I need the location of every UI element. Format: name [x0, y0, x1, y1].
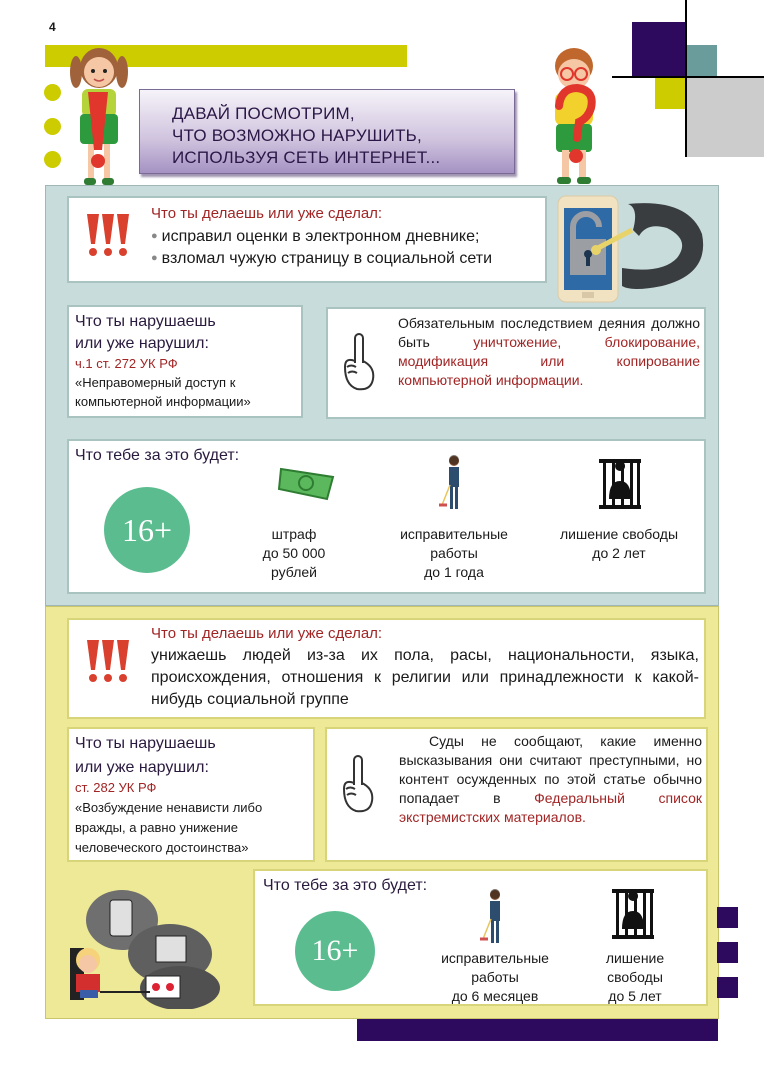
boy-question-illustration — [545, 44, 603, 188]
decorative-purple-square — [632, 22, 686, 77]
section2-doing-box — [67, 618, 706, 719]
section2-violation-box — [67, 727, 315, 862]
janitor-icon — [480, 889, 510, 947]
decorative-dot — [44, 151, 61, 168]
bullet-icon: ● — [151, 252, 158, 264]
section1-punishment-box — [67, 439, 706, 594]
decorative-line-vertical — [685, 0, 687, 157]
decorative-purple-bar — [357, 1019, 718, 1041]
decorative-purple-square — [717, 977, 738, 998]
violation-heading: Что ты нарушаешь — [75, 313, 216, 330]
law-title: «Неправомерный доступ к компьютерной информации» — [75, 375, 251, 409]
punishment-heading: Что тебе за это будет: — [75, 447, 240, 464]
intro-banner — [139, 89, 515, 174]
punishment-item: исправительные работы до 6 месяцев — [441, 950, 549, 1004]
decorative-yellow-square — [655, 78, 686, 109]
section1-doing-box — [67, 196, 547, 283]
decorative-gray-square — [687, 78, 764, 157]
pointing-finger-icon — [341, 755, 377, 813]
section2-note-text: Суды не сообщают, какие именно высказывания они считают преступными, но контент осужденных по этой статье обычно попадает в Федеральный список экстремистских материалов. — [399, 733, 702, 825]
girl-exclamation-illustration — [66, 42, 132, 188]
money-icon — [277, 463, 337, 503]
jail-icon — [612, 889, 654, 939]
banner-line: ДАВАЙ ПОСМОТРИМ, — [172, 104, 355, 123]
punishment-item: лишение свободы до 2 лет — [559, 526, 679, 561]
section2-doing-text: унижаешь людей из-за их пола, расы, национальности, языка, происхождения, отношения к религии или принадлежности к какой-нибудь социальной группе — [151, 647, 699, 708]
decorative-teal-square — [687, 45, 717, 77]
section2-note-box — [325, 727, 708, 862]
violation-heading: Что ты нарушаешь — [75, 735, 216, 752]
age-badge: 16+ — [295, 911, 375, 991]
page-number: 4 — [49, 20, 56, 34]
law-article: ч.1 ст. 272 УК РФ — [75, 356, 178, 371]
section1-doing-item: ● взломал чужую страницу в социальной сети — [151, 250, 493, 267]
section1-doing-item: ● исправил оценки в электронном дневнике; — [151, 228, 480, 245]
section1-note-text: Обязательным последствием деяния должно быть уничтожение, блокирование, модификация или копирование компьютерной информации. — [398, 315, 700, 388]
decorative-line-horizontal — [612, 76, 764, 78]
section2-punishment-box — [253, 869, 708, 1006]
decorative-dot — [44, 84, 61, 101]
age-badge: 16+ — [104, 487, 190, 573]
section2-doing-heading: Что ты делаешь или уже сделал: — [151, 625, 383, 642]
law-title: «Возбуждение ненависти либо вражды, а равно унижение человеческого достоинства» — [75, 800, 263, 855]
section1-violation-box — [67, 305, 303, 418]
banner-line: ИСПОЛЬЗУЯ СЕТЬ ИНТЕРНЕТ... — [172, 148, 441, 167]
cyberbullying-illustration — [60, 884, 230, 1009]
law-article: ст. 282 УК РФ — [75, 780, 157, 795]
jail-icon — [599, 459, 641, 509]
section1-note-box — [326, 307, 706, 419]
decorative-dot — [44, 118, 61, 135]
triple-exclamation-icon — [84, 212, 132, 260]
decorative-purple-square — [717, 942, 738, 963]
decorative-purple-square — [717, 907, 738, 928]
banner-line: ЧТО ВОЗМОЖНО НАРУШИТЬ, — [172, 126, 422, 145]
triple-exclamation-icon — [84, 638, 132, 686]
violation-heading: или уже нарушил: — [75, 759, 209, 776]
violation-heading: или уже нарушил: — [75, 335, 209, 352]
punishment-item: штраф до 50 000 рублей — [262, 526, 326, 580]
pointing-finger-icon — [342, 333, 378, 391]
bullet-icon: ● — [151, 230, 158, 242]
punishment-item: лишение свободы до 5 лет — [605, 950, 665, 1004]
janitor-icon — [439, 455, 469, 513]
punishment-item: исправительные работы до 1 года — [400, 526, 508, 580]
punishment-heading: Что тебе за это будет: — [263, 877, 428, 894]
phone-hacking-illustration — [556, 194, 712, 304]
section1-doing-heading: Что ты делаешь или уже сделал: — [151, 205, 383, 222]
